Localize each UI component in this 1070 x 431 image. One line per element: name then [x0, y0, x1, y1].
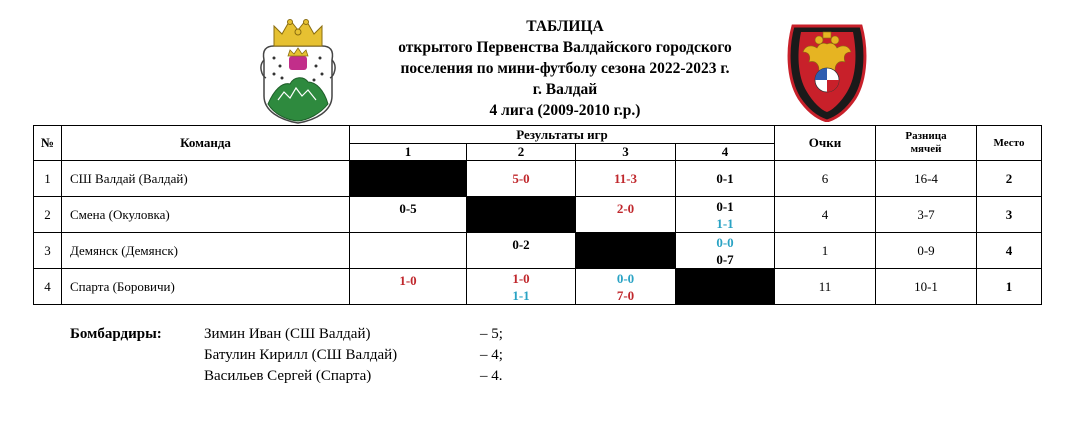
score-value-second: 7-0	[616, 287, 635, 303]
header-col-4: 4	[676, 144, 775, 161]
score-value-second: 1-1	[716, 215, 734, 231]
score-value-second: 0-7	[716, 251, 734, 267]
score-value: 0-0	[616, 270, 635, 286]
header-col-3: 3	[576, 144, 676, 161]
goal-diff-cell: 10-1	[876, 269, 977, 305]
score-cell	[467, 161, 576, 197]
score-value-second: 1-1	[512, 287, 530, 303]
points-cell: 6	[775, 161, 876, 197]
header-place: Место	[977, 126, 1042, 161]
place-cell: 1	[977, 269, 1042, 305]
row-num: 2	[34, 197, 62, 233]
score-cell	[676, 233, 775, 269]
score-value: 5-0	[512, 171, 530, 186]
self-cell	[350, 161, 467, 197]
results-table	[33, 125, 1042, 305]
score-value: 0-1	[716, 171, 734, 186]
score-cell	[350, 233, 467, 269]
valdai-coat-of-arms-icon	[260, 16, 336, 124]
scorer-name: Батулин Кирилл (СШ Валдай)	[204, 347, 398, 363]
place-cell: 3	[977, 197, 1042, 233]
self-cell	[676, 269, 775, 305]
page-title	[350, 16, 780, 121]
score-cell	[676, 197, 775, 233]
score-value: 1-0	[399, 273, 417, 288]
goal-diff-cell: 3-7	[876, 197, 977, 233]
score-value: 1-0	[512, 270, 530, 286]
score-value: 0-2	[512, 237, 530, 252]
row-num: 1	[34, 161, 62, 197]
title-line-5: 4 лига (2009-2010 г.р.)	[489, 102, 641, 119]
title-line-3: поселения по мини-футболу сезона 2022-2023 г.	[400, 60, 730, 77]
score-cell	[350, 197, 467, 233]
score-cell	[576, 197, 676, 233]
score-value: 11-3	[613, 171, 638, 186]
scorer-name: Васильев Сергей (Спарта)	[204, 368, 372, 384]
scorer-goals: – 4.	[480, 368, 503, 384]
self-cell	[467, 197, 576, 233]
header-points: Очки	[775, 126, 876, 161]
score-cell	[467, 269, 576, 305]
table-row	[34, 197, 1042, 233]
points-cell: 4	[775, 197, 876, 233]
points-cell: 11	[775, 269, 876, 305]
score-value: 2-0	[616, 201, 635, 216]
header-col-1: 1	[350, 144, 467, 161]
title-line-4: г. Валдай	[532, 81, 598, 98]
header-col-2: 2	[467, 144, 576, 161]
header-goal-diff-line-2: мячей	[910, 143, 942, 155]
header-num: №	[34, 126, 62, 161]
table-row	[34, 233, 1042, 269]
header-results: Результаты игр	[350, 126, 775, 144]
score-cell	[576, 161, 676, 197]
team-name: СШ Валдай (Валдай)	[62, 161, 350, 197]
scorers-label: Бомбардиры:	[70, 326, 162, 342]
header-goal-diff-line-1: Разница	[905, 130, 947, 142]
score-cell	[467, 233, 576, 269]
scorer-goals: – 5;	[480, 326, 503, 342]
header-goal-diff	[876, 126, 977, 161]
self-cell	[576, 233, 676, 269]
scorer-name: Зимин Иван (СШ Валдай)	[204, 326, 371, 342]
team-name: Спарта (Боровичи)	[62, 269, 350, 305]
place-cell: 4	[977, 233, 1042, 269]
points-cell: 1	[775, 233, 876, 269]
row-num: 4	[34, 269, 62, 305]
russian-football-union-emblem-icon	[783, 18, 871, 122]
place-cell: 2	[977, 161, 1042, 197]
goal-diff-cell: 16-4	[876, 161, 977, 197]
score-value: 0-1	[716, 198, 734, 214]
team-name: Смена (Окуловка)	[62, 197, 350, 233]
score-value: 0-0	[716, 234, 734, 250]
table-row	[34, 161, 1042, 197]
team-name: Демянск (Демянск)	[62, 233, 350, 269]
title-line-1: ТАБЛИЦА	[526, 18, 604, 35]
table-row	[34, 269, 1042, 305]
goal-diff-cell: 0-9	[876, 233, 977, 269]
score-cell	[676, 161, 775, 197]
score-cell	[576, 269, 676, 305]
row-num: 3	[34, 233, 62, 269]
score-cell	[350, 269, 467, 305]
header-team: Команда	[62, 126, 350, 161]
score-value: 0-5	[399, 201, 417, 216]
scorer-goals: – 4;	[480, 347, 503, 363]
title-line-2: открытого Первенства Валдайского городского	[398, 39, 732, 56]
